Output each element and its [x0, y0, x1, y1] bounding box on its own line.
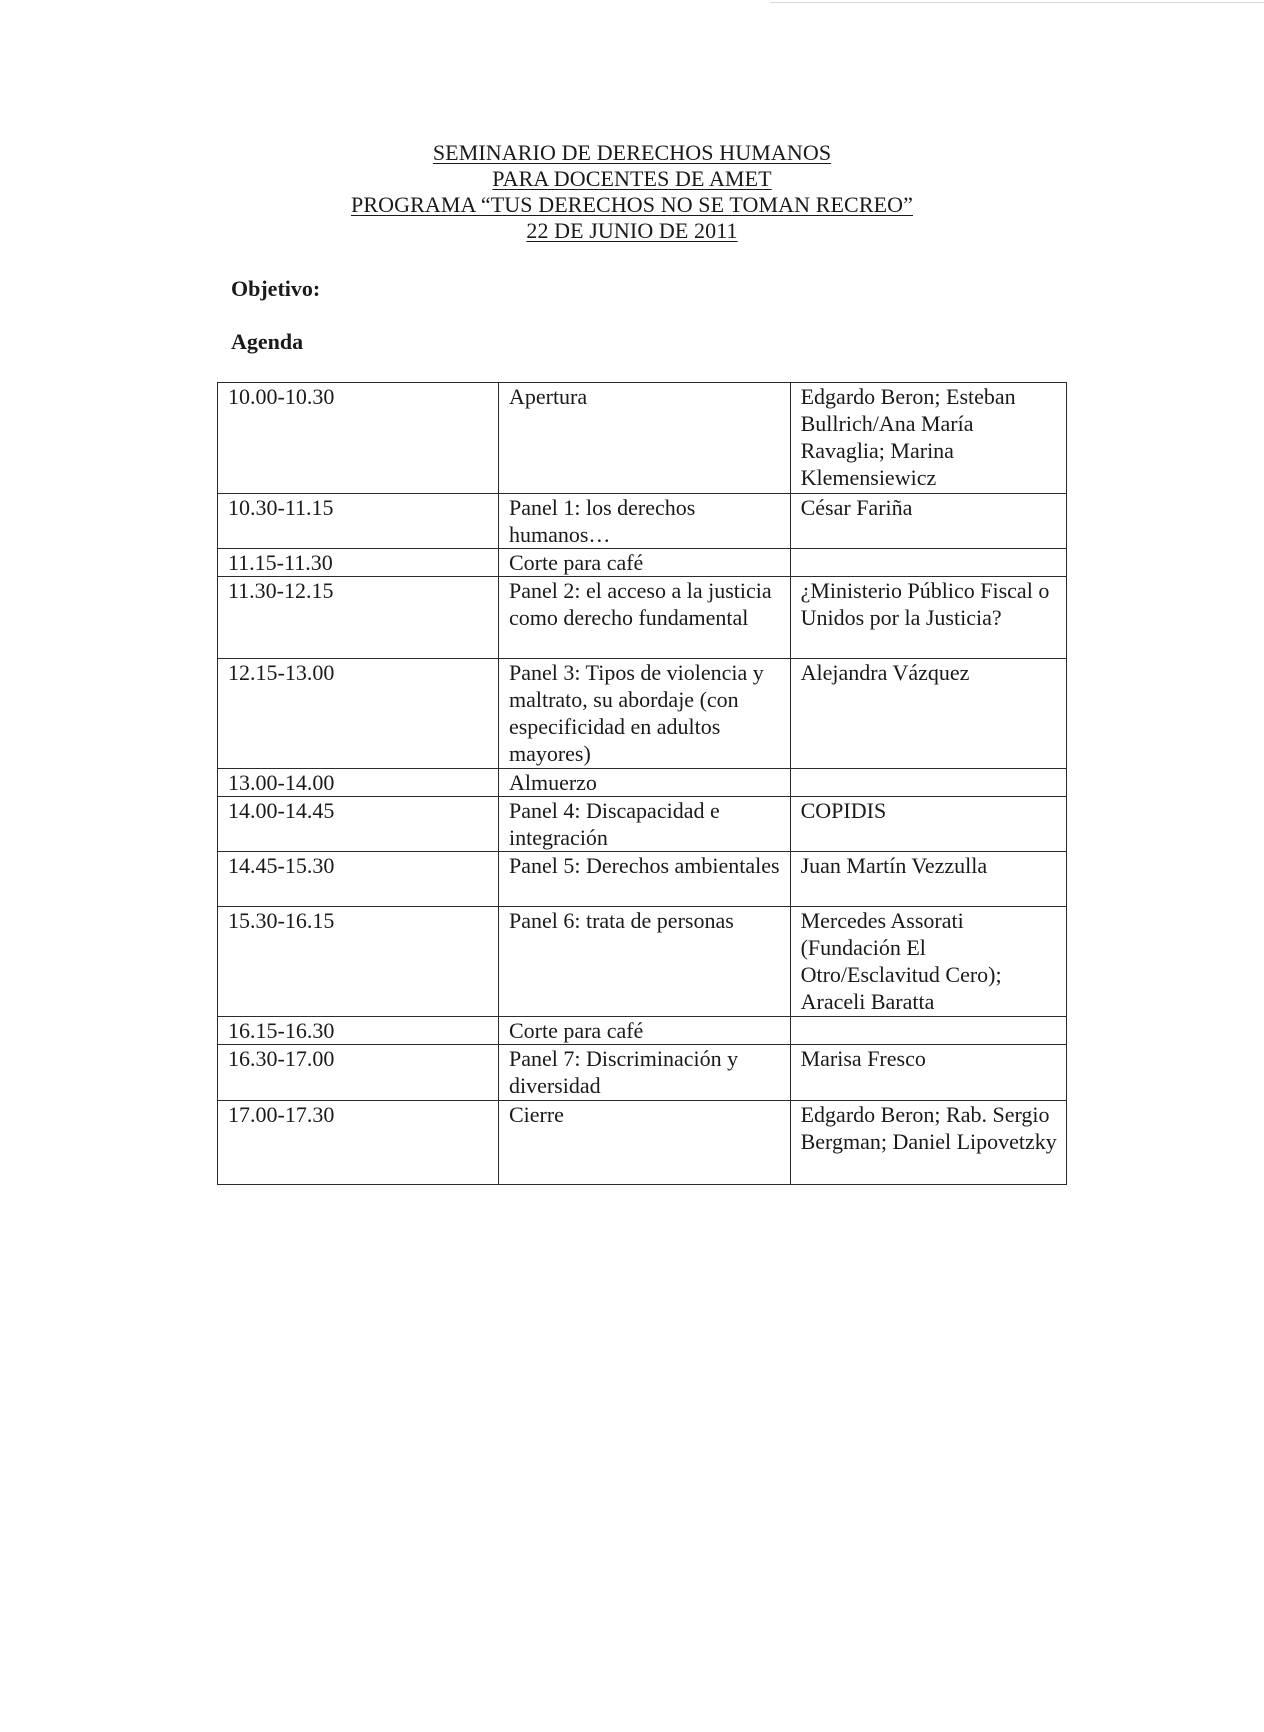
table-row	[218, 659, 1067, 769]
agenda-label: Agenda	[231, 329, 304, 354]
table-row	[218, 1101, 1067, 1185]
table-row	[218, 1045, 1067, 1101]
activity-cell: Panel 2: el acceso a la justicia como derecho fundamental	[498, 577, 790, 659]
table-row	[218, 494, 1067, 549]
header-audience: PARA DOCENTES DE AMET	[492, 166, 772, 191]
speakers-cell: Mercedes Assorati (Fundación El Otro/Esclavitud Cero); Araceli Baratta	[790, 907, 1066, 1017]
time-cell: 15.30-16.15	[218, 907, 499, 1017]
time-cell: 13.00-14.00	[218, 769, 499, 797]
header-date: 22 DE JUNIO DE 2011	[526, 218, 738, 243]
time-cell: 14.45-15.30	[218, 852, 499, 907]
speakers-cell: Juan Martín Vezzulla	[790, 852, 1066, 907]
time-cell: 10.00-10.30	[218, 383, 499, 494]
table-row	[218, 852, 1067, 907]
activity-cell: Almuerzo	[498, 769, 790, 797]
time-cell: 14.00-14.45	[218, 797, 499, 852]
table-row	[218, 907, 1067, 1017]
document-header	[0, 140, 1264, 244]
table-row	[218, 769, 1067, 797]
speakers-cell	[790, 549, 1066, 577]
table-row	[218, 1017, 1067, 1045]
activity-cell: Panel 6: trata de personas	[498, 907, 790, 1017]
activity-cell: Panel 4: Discapacidad e integración	[498, 797, 790, 852]
activity-cell: Panel 7: Discriminación y diversidad	[498, 1045, 790, 1101]
table-row	[218, 577, 1067, 659]
table-row	[218, 797, 1067, 852]
speakers-cell: COPIDIS	[790, 797, 1066, 852]
time-cell: 16.30-17.00	[218, 1045, 499, 1101]
time-cell: 17.00-17.30	[218, 1101, 499, 1185]
table-row	[218, 549, 1067, 577]
speakers-cell: Alejandra Vázquez	[790, 659, 1066, 769]
speakers-cell: ¿Ministerio Público Fiscal o Unidos por la Justicia?	[790, 577, 1066, 659]
activity-cell: Panel 3: Tipos de violencia y maltrato, su abordaje (con especificidad en adultos mayores)	[498, 659, 790, 769]
activity-cell: Corte para café	[498, 1017, 790, 1045]
activity-cell: Corte para café	[498, 549, 790, 577]
time-cell: 11.30-12.15	[218, 577, 499, 659]
activity-cell: Apertura	[498, 383, 790, 494]
speakers-cell	[790, 1017, 1066, 1045]
activity-cell: Panel 1: los derechos humanos…	[498, 494, 790, 549]
time-cell: 16.15-16.30	[218, 1017, 499, 1045]
header-program: PROGRAMA “TUS DERECHOS NO SE TOMAN RECREO”	[351, 192, 913, 217]
time-cell: 11.15-11.30	[218, 549, 499, 577]
agenda-table	[217, 382, 1067, 1185]
speakers-cell: Marisa Fresco	[790, 1045, 1066, 1101]
objective-label: Objetivo:	[231, 276, 321, 301]
activity-cell: Cierre	[498, 1101, 790, 1185]
table-row	[218, 383, 1067, 494]
header-title: SEMINARIO DE DERECHOS HUMANOS	[432, 140, 832, 165]
scan-edge-line	[770, 2, 1264, 3]
speakers-cell	[790, 769, 1066, 797]
activity-cell: Panel 5: Derechos ambientales	[498, 852, 790, 907]
time-cell: 12.15-13.00	[218, 659, 499, 769]
speakers-cell: Edgardo Beron; Esteban Bullrich/Ana María Ravaglia; Marina Klemensiewicz	[790, 383, 1066, 494]
speakers-cell: César Fariña	[790, 494, 1066, 549]
speakers-cell: Edgardo Beron; Rab. Sergio Bergman; Daniel Lipovetzky	[790, 1101, 1066, 1185]
time-cell: 10.30-11.15	[218, 494, 499, 549]
